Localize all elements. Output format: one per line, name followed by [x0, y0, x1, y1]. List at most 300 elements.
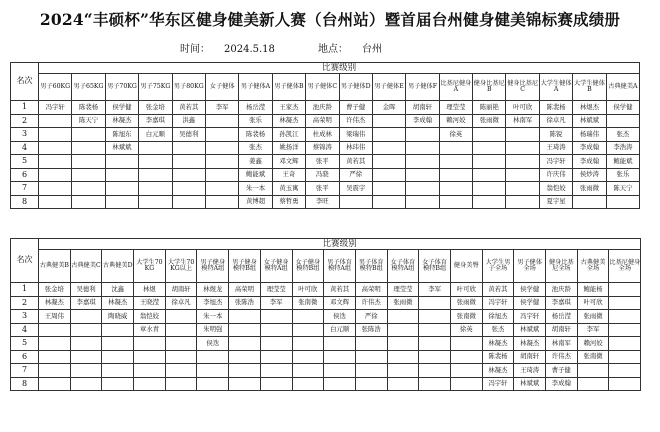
result-cell: 池庆龄: [306, 101, 339, 115]
result-cell: [387, 323, 419, 337]
result-cell: [387, 364, 419, 378]
result-cell: [473, 195, 506, 209]
rank-cell: 2: [11, 114, 39, 128]
result-cell: 王家杰: [272, 101, 305, 115]
result-cell: [372, 168, 405, 182]
result-cell: 池庆龄: [546, 283, 578, 297]
result-cell: [419, 377, 451, 391]
result-cell: 林凝杰: [514, 337, 546, 351]
result-cell: 胡南轩: [165, 283, 197, 297]
result-cell: [134, 350, 166, 364]
rank-cell: 3: [11, 310, 39, 324]
group-header-row: [11, 63, 640, 74]
result-cell: [197, 364, 229, 378]
result-cell: 林煜: [134, 283, 166, 297]
result-cell: [506, 155, 539, 169]
result-cell: 鲍能斌: [239, 168, 272, 182]
result-cell: 曹子健: [339, 101, 372, 115]
result-cell: 赖河姣: [439, 114, 472, 128]
result-cell: [439, 141, 472, 155]
result-cell: 金晖: [372, 101, 405, 115]
table-row: [11, 168, 640, 182]
result-cell: [165, 337, 197, 351]
result-cell: 理莹莹: [387, 283, 419, 297]
place-value: 台州: [362, 44, 382, 55]
result-cell: 侯迭: [324, 310, 356, 324]
table-row: [11, 128, 640, 142]
column-header: 健身美臀: [450, 250, 482, 283]
result-cell: 黄若其: [172, 101, 205, 115]
column-header: 男子健体C: [306, 74, 339, 101]
results-table-2: [10, 238, 641, 391]
group-header: 比赛级别: [39, 63, 640, 74]
column-header-row: [11, 250, 641, 283]
table-row: [11, 141, 640, 155]
result-cell: [506, 141, 539, 155]
result-cell: 冯宇轩: [482, 377, 514, 391]
rank-cell: 5: [11, 337, 39, 351]
result-cell: 李成翰: [546, 377, 578, 391]
result-cell: 林凝杰: [482, 337, 514, 351]
result-cell: [102, 377, 134, 391]
result-cell: 王晓滢: [134, 296, 166, 310]
result-cell: [450, 364, 482, 378]
result-cell: [70, 377, 102, 391]
result-cell: 理莹莹: [439, 101, 472, 115]
result-cell: [355, 377, 387, 391]
result-cell: 林南军: [506, 114, 539, 128]
result-cell: [355, 364, 387, 378]
result-cell: [609, 283, 641, 297]
result-cell: 林凝杰: [39, 296, 71, 310]
result-cell: 林煜杰: [573, 101, 606, 115]
result-cell: [105, 182, 138, 196]
result-cell: 赖河姣: [577, 337, 609, 351]
result-cell: 张南微: [292, 296, 324, 310]
result-cell: [105, 168, 138, 182]
result-cell: 李旺: [306, 195, 339, 209]
result-cell: 张陈浩: [229, 296, 261, 310]
column-header: 男子75KG: [139, 74, 172, 101]
column-header-row: [11, 74, 640, 101]
column-header: 男子健体F: [406, 74, 439, 101]
result-cell: [260, 310, 292, 324]
result-cell: 林煜龙: [197, 283, 229, 297]
result-cell: [39, 337, 71, 351]
result-cell: [292, 377, 324, 391]
result-cell: 陈锐: [539, 128, 572, 142]
result-cell: [506, 128, 539, 142]
column-header: 大学生70KG: [134, 250, 166, 283]
result-cell: [609, 323, 641, 337]
result-cell: [205, 155, 238, 169]
result-cell: [372, 128, 405, 142]
result-cell: 陈天宁: [606, 182, 640, 196]
result-cell: 胡南轩: [514, 350, 546, 364]
result-cell: [165, 323, 197, 337]
column-header: 女子体育模特B组: [419, 250, 451, 283]
result-cell: [260, 377, 292, 391]
result-cell: 吴震宇: [339, 182, 372, 196]
result-cell: 林凝杰: [482, 364, 514, 378]
result-cell: 张南微: [450, 310, 482, 324]
result-cell: [229, 377, 261, 391]
column-header: 大学生健体A: [539, 74, 572, 101]
rank-cell: 8: [11, 195, 39, 209]
result-cell: 洪鑫: [172, 114, 205, 128]
result-cell: [372, 182, 405, 196]
column-header: 古典健美B: [39, 250, 71, 283]
result-cell: [292, 337, 324, 351]
result-cell: [372, 155, 405, 169]
result-cell: [450, 337, 482, 351]
result-cell: 李成翰: [573, 155, 606, 169]
column-header: 健身比基尼C: [506, 74, 539, 101]
result-cell: [450, 350, 482, 364]
result-cell: [609, 310, 641, 324]
result-cell: [292, 350, 324, 364]
result-cell: [260, 323, 292, 337]
result-cell: 高荣明: [306, 114, 339, 128]
result-cell: 高荣明: [355, 283, 387, 297]
result-cell: 张雨微: [577, 310, 609, 324]
rank-cell: 8: [11, 377, 39, 391]
result-cell: 陶晓威: [102, 310, 134, 324]
rank-cell: 3: [11, 128, 39, 142]
result-cell: 徐卓凡: [539, 114, 572, 128]
result-cell: 侯学健: [105, 101, 138, 115]
result-cell: 张杰: [606, 128, 640, 142]
result-cell: [102, 364, 134, 378]
result-cell: [72, 128, 105, 142]
result-cell: 黄若其: [482, 283, 514, 297]
result-cell: [172, 155, 205, 169]
result-cell: 李军: [419, 283, 451, 297]
results-table-1: [10, 62, 640, 209]
column-header: 男子健体D: [339, 74, 372, 101]
result-cell: [134, 364, 166, 378]
result-cell: [473, 182, 506, 196]
result-cell: [39, 128, 72, 142]
result-cell: 侯学健: [514, 296, 546, 310]
result-cell: [229, 364, 261, 378]
result-cell: 冯宇轩: [539, 155, 572, 169]
result-cell: [229, 350, 261, 364]
result-cell: 朱明强: [197, 323, 229, 337]
result-cell: 林凝杰: [102, 296, 134, 310]
result-cell: 严徐: [355, 310, 387, 324]
result-cell: [39, 364, 71, 378]
result-cell: 王琦涛: [539, 141, 572, 155]
result-cell: [229, 337, 261, 351]
result-cell: [473, 141, 506, 155]
table-row: [11, 114, 640, 128]
result-cell: [39, 195, 72, 209]
result-cell: 张金培: [139, 101, 172, 115]
result-cell: [260, 337, 292, 351]
result-cell: [165, 310, 197, 324]
result-cell: [102, 350, 134, 364]
result-cell: 李军: [260, 296, 292, 310]
result-cell: 高荣明: [229, 283, 261, 297]
column-header: 女子体育模特A组: [387, 250, 419, 283]
result-cell: [419, 364, 451, 378]
result-cell: 翁恺姣: [134, 310, 166, 324]
result-cell: [172, 195, 205, 209]
result-cell: [72, 168, 105, 182]
result-cell: [577, 364, 609, 378]
result-cell: 张雨微: [450, 296, 482, 310]
result-cell: 李嘉琪: [546, 296, 578, 310]
result-cell: 林斌斌: [514, 323, 546, 337]
result-cell: [205, 168, 238, 182]
result-cell: [573, 195, 606, 209]
result-cell: [197, 377, 229, 391]
result-cell: [39, 155, 72, 169]
result-cell: 张雨微: [387, 296, 419, 310]
result-cell: [105, 155, 138, 169]
rank-cell: 4: [11, 323, 39, 337]
result-cell: [102, 337, 134, 351]
result-cell: [355, 350, 387, 364]
column-header: 男子健身模特A组: [197, 250, 229, 283]
result-cell: [72, 141, 105, 155]
result-cell: [419, 323, 451, 337]
result-cell: [260, 364, 292, 378]
result-cell: [39, 141, 72, 155]
result-cell: 张杰: [482, 323, 514, 337]
result-cell: 鲍能杨: [577, 283, 609, 297]
rank-cell: 7: [11, 182, 39, 196]
result-cell: [609, 337, 641, 351]
column-header: 比基尼健身全场: [609, 250, 641, 283]
result-cell: 夏宇星: [539, 195, 572, 209]
group-header-row: [11, 239, 641, 250]
result-cell: 吴德利: [172, 128, 205, 142]
column-header: 男子70KG: [105, 74, 138, 101]
column-header: 古典健美C: [70, 250, 102, 283]
result-cell: 林斌斌: [514, 377, 546, 391]
group-header: 比赛级别: [39, 239, 641, 250]
column-header: 男子健体全场: [514, 250, 546, 283]
place-label: 地点：: [318, 44, 348, 55]
result-cell: [165, 350, 197, 364]
result-cell: [609, 296, 641, 310]
result-cell: 李旭杰: [197, 296, 229, 310]
result-cell: 姜鑫: [239, 155, 272, 169]
result-cell: 胡南轩: [406, 101, 439, 115]
result-cell: 徐旭杰: [482, 310, 514, 324]
result-cell: [139, 168, 172, 182]
result-cell: [172, 168, 205, 182]
result-cell: [72, 195, 105, 209]
result-cell: 曹子健: [546, 364, 578, 378]
column-header: 男子健体E: [372, 74, 405, 101]
result-cell: [372, 141, 405, 155]
result-cell: 张乐: [606, 168, 640, 182]
column-header: 男子80KG: [172, 74, 205, 101]
result-cell: [324, 350, 356, 364]
result-cell: 吴德利: [70, 283, 102, 297]
result-cell: [39, 114, 72, 128]
result-cell: [165, 377, 197, 391]
result-cell: [506, 168, 539, 182]
result-cell: 杨瑞伟: [573, 128, 606, 142]
result-cell: 章水青: [134, 323, 166, 337]
result-cell: 张南微: [577, 350, 609, 364]
time-value: 2024.5.18: [224, 44, 275, 55]
result-cell: 沈鑫: [102, 283, 134, 297]
result-cell: 白元顺: [139, 128, 172, 142]
result-cell: 陈裴杨: [239, 128, 272, 142]
column-header: 古典健美全场: [577, 250, 609, 283]
result-cell: [70, 350, 102, 364]
table-row: [11, 310, 641, 324]
column-header: 古典健美D: [102, 250, 134, 283]
column-header: 男子体育模特A组: [324, 250, 356, 283]
result-cell: 白元顺: [324, 323, 356, 337]
result-cell: [39, 168, 72, 182]
table-row: [11, 337, 641, 351]
table-row: [11, 350, 641, 364]
result-cell: [172, 141, 205, 155]
column-header: 女子健体: [205, 74, 238, 101]
result-cell: [473, 168, 506, 182]
result-cell: [606, 114, 640, 128]
result-cell: [387, 350, 419, 364]
result-cell: [419, 310, 451, 324]
result-cell: 叶可欣: [577, 296, 609, 310]
rank-cell: 6: [11, 168, 39, 182]
result-cell: 李浩涛: [606, 141, 640, 155]
result-cell: [139, 182, 172, 196]
result-cell: [197, 350, 229, 364]
column-header: 男子体育模特B组: [355, 250, 387, 283]
result-cell: [324, 364, 356, 378]
result-cell: 侯学健: [606, 101, 640, 115]
result-cell: [205, 128, 238, 142]
result-cell: [205, 182, 238, 196]
result-cell: [139, 195, 172, 209]
result-cell: [72, 182, 105, 196]
rank-cell: 7: [11, 364, 39, 378]
result-cell: [229, 310, 261, 324]
result-cell: [450, 377, 482, 391]
result-cell: 姚扬洋: [272, 141, 305, 155]
result-cell: [419, 350, 451, 364]
result-cell: 陈丽艳: [473, 101, 506, 115]
result-cell: [70, 364, 102, 378]
result-cell: [439, 155, 472, 169]
result-cell: 徐英: [439, 128, 472, 142]
result-cell: 杨岳滢: [546, 310, 578, 324]
result-cell: 冯骁: [306, 168, 339, 182]
result-cell: 胡南轩: [546, 323, 578, 337]
result-cell: 鲍能斌: [606, 155, 640, 169]
result-cell: [324, 377, 356, 391]
result-cell: 许庆伟: [539, 168, 572, 182]
result-cell: [419, 337, 451, 351]
result-cell: 陈天宁: [72, 114, 105, 128]
result-cell: 林南军: [546, 337, 578, 351]
result-cell: 林凝杰: [105, 114, 138, 128]
rank-header: 名次: [11, 63, 39, 101]
result-cell: [606, 195, 640, 209]
result-cell: 许伟杰: [546, 350, 578, 364]
result-cell: [139, 155, 172, 169]
result-cell: 张杰: [239, 141, 272, 155]
result-cell: 陈裴杨: [539, 101, 572, 115]
result-cell: 理莹莹: [260, 283, 292, 297]
result-cell: 林凝杰: [272, 114, 305, 128]
column-header: 大学生健体B: [573, 74, 606, 101]
result-cell: [419, 296, 451, 310]
rank-cell: 2: [11, 296, 39, 310]
table-row: [11, 377, 641, 391]
result-cell: [205, 141, 238, 155]
result-cell: 朱一本: [239, 182, 272, 196]
result-cell: 冯宇轩: [39, 101, 72, 115]
result-cell: 林玮伟: [339, 141, 372, 155]
table-row: [11, 296, 641, 310]
result-cell: 蔡哲勇: [272, 195, 305, 209]
result-cell: 张陈浩: [355, 323, 387, 337]
column-header: 健身比基尼B: [473, 74, 506, 101]
result-cell: 许伟杰: [339, 114, 372, 128]
rank-cell: 4: [11, 141, 39, 155]
result-cell: [72, 155, 105, 169]
result-cell: 张乐: [239, 114, 272, 128]
result-cell: 邓文辉: [272, 155, 305, 169]
column-header: 女子健身模特B组: [292, 250, 324, 283]
column-header: 男子健体A: [239, 74, 272, 101]
result-cell: 张雨微: [473, 114, 506, 128]
result-cell: [39, 350, 71, 364]
result-cell: 许伟杰: [355, 296, 387, 310]
result-cell: 李成翰: [406, 114, 439, 128]
result-cell: 朱一本: [197, 310, 229, 324]
column-header: 古典健美A: [606, 74, 640, 101]
result-cell: [172, 182, 205, 196]
result-cell: 林斌斌: [105, 141, 138, 155]
result-cell: 李军: [205, 101, 238, 115]
result-cell: [473, 128, 506, 142]
result-cell: [439, 168, 472, 182]
result-cell: [609, 364, 641, 378]
table-row: [11, 182, 640, 196]
time-line: [180, 40, 275, 55]
result-cell: 张平: [306, 182, 339, 196]
result-cell: [39, 182, 72, 196]
result-cell: 蔡锦涛: [306, 141, 339, 155]
result-cell: [406, 141, 439, 155]
result-cell: [609, 350, 641, 364]
result-cell: 翁恺姣: [539, 182, 572, 196]
result-cell: 李嘉琪: [70, 296, 102, 310]
result-cell: 王奇: [272, 168, 305, 182]
result-cell: [70, 323, 102, 337]
column-header: 健身比基尼全场: [546, 250, 578, 283]
result-cell: 黄若其: [339, 155, 372, 169]
result-cell: [324, 337, 356, 351]
result-cell: [292, 323, 324, 337]
result-cell: 李军: [577, 323, 609, 337]
time-label: 时间：: [180, 44, 210, 55]
result-cell: [439, 195, 472, 209]
rank-cell: 1: [11, 283, 39, 297]
result-cell: [406, 168, 439, 182]
rank-cell: 6: [11, 350, 39, 364]
